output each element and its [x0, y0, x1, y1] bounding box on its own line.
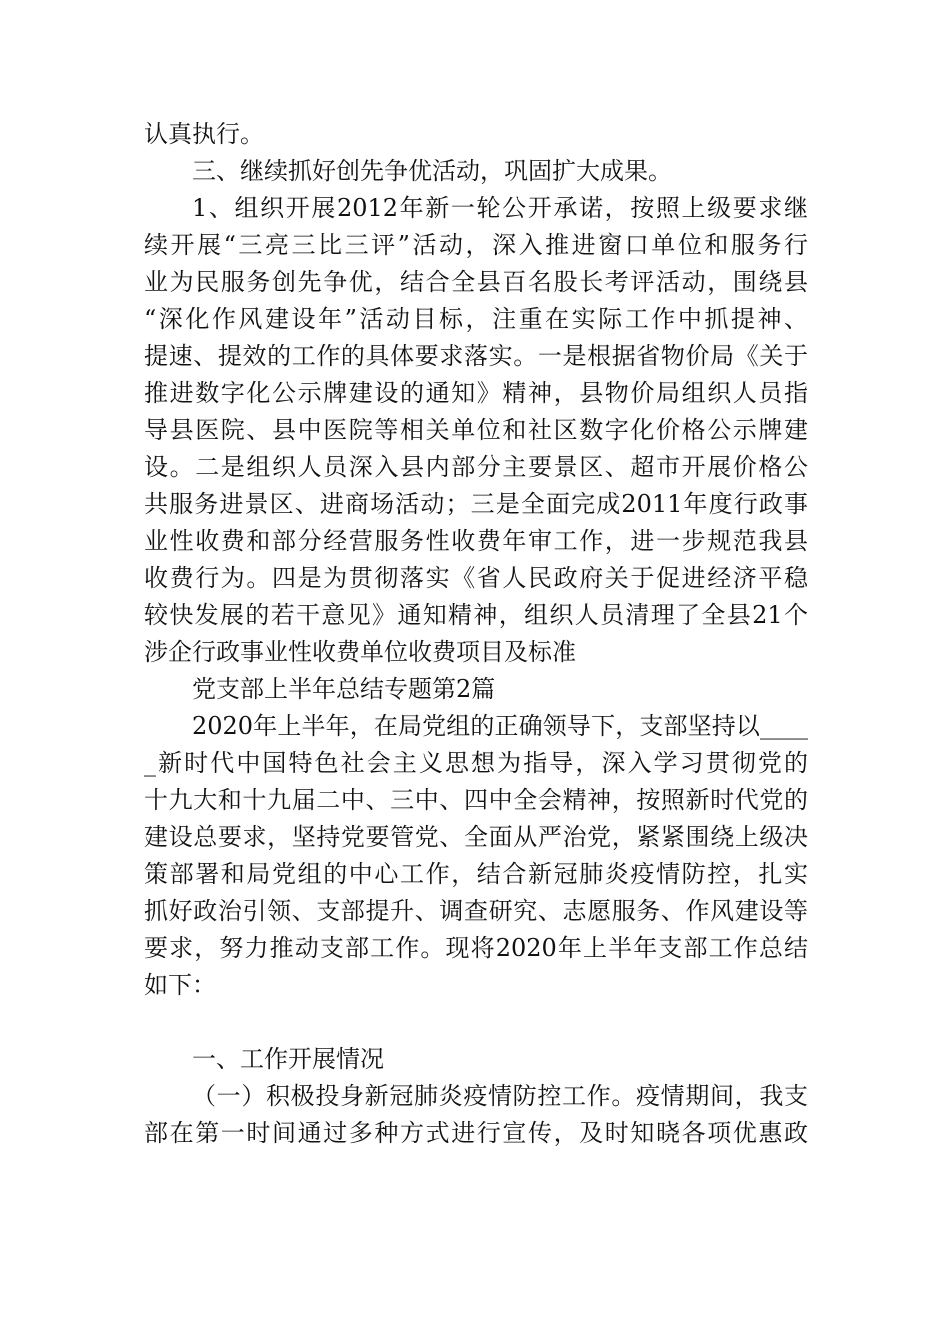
text-line: _新时代中国特色社会主义思想为指导，深入学习贯彻党的 [144, 749, 808, 777]
text-line: 收费行为。四是为贯彻落实《省人民政府关于促进经济平稳 [144, 564, 808, 592]
text-line: 业性收费和部分经营服务性收费年审工作，进一步规范我县 [144, 527, 808, 555]
section-heading: 三、继续抓好创先争优活动，巩固扩大成果。 [192, 157, 672, 185]
text-line: 要求，努力推动支部工作。现将2020年上半年支部工作总结 [144, 934, 808, 962]
text-line: 续开展“三亮三比三评”活动，深入推进窗口单位和服务行 [144, 231, 808, 259]
text-line: 1、组织开展2012年新一轮公开承诺，按照上级要求继 [192, 194, 808, 222]
text-line: 建设总要求，坚持党要管党、全面从严治党，紧紧围绕上级决 [144, 823, 808, 851]
text-line: 2020年上半年，在局党组的正确领导下，支部坚持以____ [192, 712, 808, 740]
text-line: 共服务进景区、进商场活动；三是全面完成2011年度行政事 [144, 490, 808, 518]
section-heading: 一、工作开展情况 [192, 1045, 384, 1073]
text-line: 抓好政治引领、支部提升、调查研究、志愿服务、作风建设等 [144, 897, 808, 925]
text-line: 如下： [144, 971, 216, 999]
text-line: 设。二是组织人员深入县内部分主要景区、超市开展价格公 [144, 453, 808, 481]
text-line: （一）积极投身新冠肺炎疫情防控工作。疫情期间，我支 [192, 1082, 808, 1110]
article-title: 党支部上半年总结专题第2篇 [192, 675, 496, 703]
text-line: 业为民服务创先争优，结合全县百名股长考评活动，围绕县 [144, 268, 808, 296]
blank-line [144, 1004, 808, 1041]
text-line: 部在第一时间通过多种方式进行宣传，及时知晓各项优惠政 [144, 1119, 808, 1147]
text-line: 推进数字化公示牌建设的通知》精神，县物价局组织人员指 [144, 379, 808, 407]
text-line: “深化作风建设年”活动目标，注重在实际工作中抓提神、 [144, 305, 808, 333]
document-body [144, 116, 808, 1152]
text-line: 导县医院、县中医院等相关单位和社区数字化价格公示牌建 [144, 416, 808, 444]
text-line: 较快发展的若干意见》通知精神，组织人员清理了全县21个 [144, 601, 808, 629]
text-line: 策部署和局党组的中心工作，结合新冠肺炎疫情防控，扎实 [144, 860, 808, 888]
text-line: 提速、提效的工作的具体要求落实。一是根据省物价局《关于 [144, 342, 808, 370]
text-line: 涉企行政事业性收费单位收费项目及标准 [144, 638, 576, 666]
text-line: 十九大和十九届二中、三中、四中全会精神，按照新时代党的 [144, 786, 808, 814]
text-line: 认真执行。 [144, 120, 264, 148]
